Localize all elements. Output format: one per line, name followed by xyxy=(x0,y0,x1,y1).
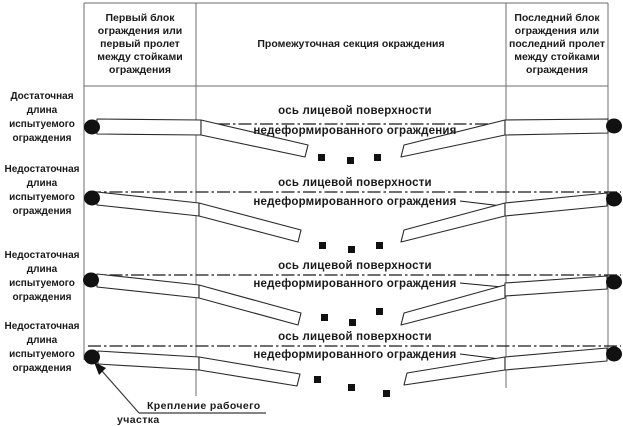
axis-dashdot-lines xyxy=(88,124,621,346)
row2-beam-first-block xyxy=(97,192,199,216)
anchor-ellipses xyxy=(83,119,622,365)
row4-left-anchor-ellipse xyxy=(84,350,100,365)
row3-beam-first-block xyxy=(97,274,199,298)
callout-text-line1: Крепление рабочего xyxy=(147,400,261,412)
row3-dot xyxy=(349,319,356,326)
row1-dot xyxy=(374,154,381,161)
row2-dot xyxy=(319,242,326,249)
row3-right-anchor-ellipse xyxy=(606,275,622,290)
row2-side-label: Недостаточная длина испытуемого ограждения xyxy=(4,164,80,217)
row1-dot xyxy=(318,154,325,161)
row3-beam-mid-left xyxy=(199,285,301,325)
row1-axis-label-line2: недеформированного ограждения xyxy=(253,125,457,137)
callout-diagonal-line xyxy=(102,371,139,413)
row4-dot xyxy=(314,376,321,383)
row4-right-anchor-ellipse xyxy=(606,347,622,362)
row4-dot xyxy=(383,390,390,397)
row1-side-label: Достаточная длина испытуемого ограждения xyxy=(9,91,75,144)
row2-dot xyxy=(376,242,383,249)
row4-dot xyxy=(348,384,355,391)
header-cell-first-block: Первый блок ограждения или первый пролет между стойками ограждения xyxy=(97,11,183,77)
header-cell-intermediate-section: Промежуточная секция окраждения xyxy=(257,37,445,50)
row1-right-anchor-ellipse xyxy=(606,119,622,134)
row2-axis-label-line1: ось лицевой поверхности xyxy=(278,177,432,189)
row4-beam-last-block xyxy=(505,348,607,370)
row2-axis-label-line2: недеформированного ограждения xyxy=(253,196,457,208)
row3-axis-label-line1: ось лицевой поверхности xyxy=(278,260,432,272)
row3-side-label: Недостаточная длина испытуемого ограждения xyxy=(4,250,80,303)
row3-dot xyxy=(376,308,383,315)
row1-dot xyxy=(347,157,354,164)
row1-axis-label-line1: ось лицевой поверхности xyxy=(278,105,432,117)
row4-side-label: Недостаточная длина испытуемого ограждения xyxy=(4,321,80,374)
row4-axis-label-line2: недеформированного ограждения xyxy=(253,349,457,361)
row2-beam-last-block xyxy=(505,193,607,216)
axis-label-leaders xyxy=(460,128,502,359)
row3-left-anchor-ellipse xyxy=(83,273,99,288)
row4-beam-first-block xyxy=(98,351,199,370)
row4-axis-label-line1: ось лицевой поверхности xyxy=(278,331,432,343)
header-cell-last-block: Последний блок ограждения или последний пролет между стойками ограждения xyxy=(509,11,605,77)
row3-beam-last-block xyxy=(505,276,607,296)
row2-dot xyxy=(348,246,355,253)
row3-dot xyxy=(321,314,328,321)
callout-text-line2: участка xyxy=(117,414,160,426)
row2-right-anchor-ellipse xyxy=(606,192,622,207)
row1-beam-last-block xyxy=(505,119,608,135)
row2-left-anchor-ellipse xyxy=(84,191,100,206)
row3-axis-label-line2: недеформированного ограждения xyxy=(253,278,457,290)
row1-beam-first-block xyxy=(97,119,201,135)
row3-beam-mid-right xyxy=(401,285,505,325)
row1-left-anchor-ellipse xyxy=(84,120,100,135)
